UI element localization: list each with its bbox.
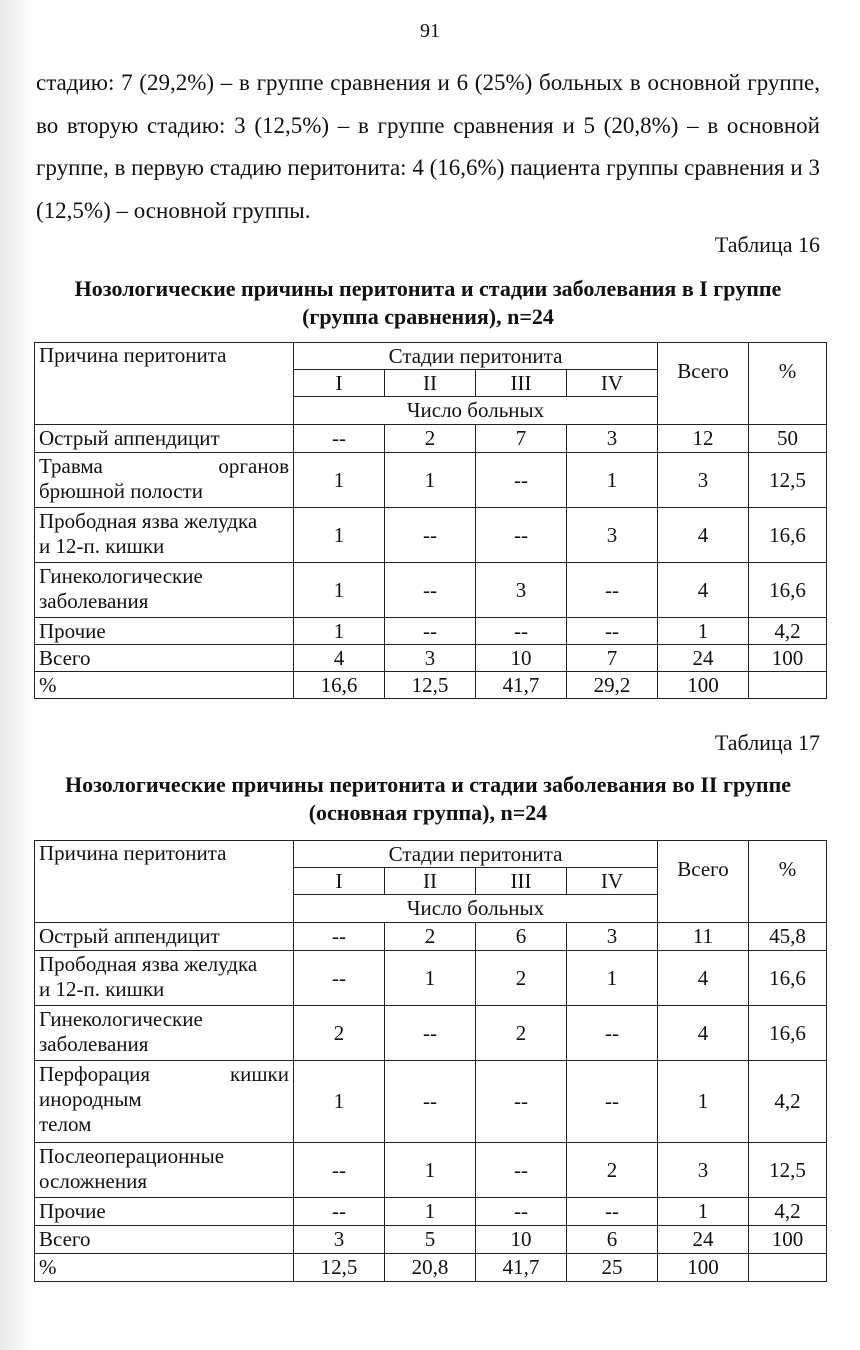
table-cell: 16,6 [749, 508, 827, 563]
table-cell: 41,7 [476, 672, 567, 699]
table-cell: -- [385, 508, 476, 563]
row-cause-line: Послеоперационные [39, 1144, 225, 1168]
table-cell: 2 [385, 425, 476, 453]
table16-stage-label: III [476, 370, 567, 397]
table-row [35, 618, 827, 645]
table17-stage-label: II [385, 868, 476, 895]
table-cell: -- [476, 1198, 567, 1226]
table-cell: -- [476, 1143, 567, 1198]
table17-header-patients: Число больных [294, 895, 658, 923]
table17-stage-label: IV [567, 868, 658, 895]
table-cell: 7 [567, 645, 658, 672]
row-cause [35, 1143, 294, 1198]
table-cell: 4 [658, 508, 749, 563]
table-row [35, 563, 827, 618]
table-cell: 16,6 [749, 951, 827, 1006]
table-cell: 12,5 [749, 1143, 827, 1198]
table-cell: -- [294, 923, 385, 951]
table-cell: -- [294, 1143, 385, 1198]
row-cause: % [35, 1254, 294, 1282]
row-cause [35, 1006, 294, 1061]
table-row [35, 453, 827, 508]
table17-header-stages: Стадии перитонита [294, 841, 658, 868]
row-cause: Острый аппендицит [35, 923, 294, 951]
table-cell: -- [567, 563, 658, 618]
table-cell: 3 [385, 645, 476, 672]
table-cell: -- [476, 508, 567, 563]
table16-header-total: Всего [658, 343, 749, 425]
table17 [34, 840, 827, 1282]
table-cell: 10 [476, 1226, 567, 1254]
table-cell: 1 [385, 951, 476, 1006]
row-cause-line: Гинекологические [39, 564, 203, 588]
table-cell: 1 [294, 563, 385, 618]
table17-header-percent: % [749, 841, 827, 923]
table-cell: 1 [294, 618, 385, 645]
table-cell: -- [385, 618, 476, 645]
table-cell: 12,5 [385, 672, 476, 699]
table-cell: 3 [658, 1143, 749, 1198]
table-cell: 1 [294, 453, 385, 508]
table-cell [749, 1254, 827, 1282]
table-cell: 4 [658, 951, 749, 1006]
table-cell: -- [567, 1061, 658, 1143]
table-row [35, 425, 827, 453]
table-cell: 3 [476, 563, 567, 618]
table-cell: 10 [476, 645, 567, 672]
row-cause [35, 453, 294, 508]
table-percent-row [35, 1254, 827, 1282]
table17-header-row [35, 841, 827, 868]
table-row [35, 1061, 827, 1143]
table-cell: 3 [658, 453, 749, 508]
row-cause-line: заболевания [39, 589, 149, 613]
table17-title-line1: Нозологические причины перитонита и стадии заболевания во II группе [64, 772, 792, 797]
row-cause-line: и 12-п. кишки [39, 977, 165, 1001]
table-row [35, 508, 827, 563]
table-cell: 6 [476, 923, 567, 951]
row-cause-line: телом [39, 1112, 92, 1136]
table16-stage-label: IV [567, 370, 658, 397]
scan-shadow-edge [0, 0, 34, 1350]
table17-caption: Таблица 17 [714, 730, 820, 755]
table-cell: -- [476, 453, 567, 508]
table17-stage-label: I [294, 868, 385, 895]
table-percent-row [35, 672, 827, 699]
row-cause: Острый аппендицит [35, 425, 294, 453]
table-cell: 24 [658, 645, 749, 672]
row-cause: Прочие [35, 1198, 294, 1226]
table-row [35, 1006, 827, 1061]
table-cell: 1 [385, 453, 476, 508]
row-cause: % [35, 672, 294, 699]
table16-title-line1: Нозологические причины перитонита и стадии заболевания в I группе [74, 276, 782, 301]
table-cell: 1 [385, 1143, 476, 1198]
table-cell: -- [476, 1061, 567, 1143]
page-number: 91 [420, 20, 440, 42]
table-cell: 1 [658, 618, 749, 645]
table-cell: -- [385, 1061, 476, 1143]
table-cell: 2 [476, 951, 567, 1006]
table-cell: 25 [567, 1254, 658, 1282]
row-cause [35, 951, 294, 1006]
table16-header-stages: Стадии перитонита [294, 343, 658, 370]
table-cell: -- [476, 618, 567, 645]
table-cell: 3 [567, 508, 658, 563]
row-cause-word: кишки [229, 1062, 289, 1086]
table-cell: -- [567, 1198, 658, 1226]
table-cell: 12 [658, 425, 749, 453]
table16-header-percent: % [749, 343, 827, 425]
row-cause [35, 508, 294, 563]
table16-title-line2: (группа сравнения), n=24 [302, 304, 554, 329]
table16-header-patients: Число больных [294, 397, 658, 425]
table-cell: -- [385, 563, 476, 618]
table16-title [36, 275, 820, 331]
table-cell: 11 [658, 923, 749, 951]
row-cause-line: и 12-п. кишки [39, 534, 165, 558]
table17-title-line2: (основная группа), n=24 [308, 800, 548, 825]
row-cause: Прочие [35, 618, 294, 645]
table-cell: 2 [385, 923, 476, 951]
table16 [34, 342, 827, 699]
table-row [35, 1198, 827, 1226]
row-cause: Всего [35, 1226, 294, 1254]
table-cell: 7 [476, 425, 567, 453]
table-cell: -- [567, 1006, 658, 1061]
table-cell: 12,5 [749, 453, 827, 508]
row-cause: Всего [35, 645, 294, 672]
table-cell: 24 [658, 1226, 749, 1254]
table17-header-total: Всего [658, 841, 749, 923]
table-cell: 1 [294, 508, 385, 563]
table-cell: -- [294, 951, 385, 1006]
row-cause [35, 563, 294, 618]
row-cause-line: инородным [39, 1087, 142, 1111]
table-cell: 4,2 [749, 1198, 827, 1226]
table-cell: 16,6 [749, 563, 827, 618]
table-cell: 4 [294, 645, 385, 672]
table17-stage-label: III [476, 868, 567, 895]
table16-stage-label: I [294, 370, 385, 397]
table-cell: 2 [294, 1006, 385, 1061]
table-row [35, 1143, 827, 1198]
table-cell: 1 [294, 1061, 385, 1143]
table-cell: 100 [658, 672, 749, 699]
table-cell: -- [385, 1006, 476, 1061]
table-cell: 100 [658, 1254, 749, 1282]
table17-title [36, 771, 820, 827]
table-cell: 5 [385, 1226, 476, 1254]
table16-header-cause: Причина перитонита [35, 343, 294, 425]
table16-stage-label: II [385, 370, 476, 397]
table-cell: 50 [749, 425, 827, 453]
table-cell: 41,7 [476, 1254, 567, 1282]
table-cell: 2 [476, 1006, 567, 1061]
table-cell: 4 [658, 1006, 749, 1061]
table-total-row [35, 645, 827, 672]
table-cell: 1 [658, 1198, 749, 1226]
table-cell: 100 [749, 1226, 827, 1254]
table-cell: 45,8 [749, 923, 827, 951]
row-cause-line: Прободная язва желудка [39, 509, 258, 533]
table-row [35, 951, 827, 1006]
table17-header-cause: Причина перитонита [35, 841, 294, 923]
table-cell: 12,5 [294, 1254, 385, 1282]
table-cell: 1 [567, 453, 658, 508]
row-cause-word: органов [218, 454, 289, 478]
table-cell: 4 [658, 563, 749, 618]
table-cell: 29,2 [567, 672, 658, 699]
table-cell: 16,6 [294, 672, 385, 699]
table-cell: 1 [385, 1198, 476, 1226]
table-cell: 4,2 [749, 1061, 827, 1143]
table-cell: 3 [567, 923, 658, 951]
table-cell: 3 [294, 1226, 385, 1254]
row-cause [35, 1061, 294, 1143]
table-row [35, 923, 827, 951]
body-paragraph: стадию: 7 (29,2%) – в группе сравнения и 6 (25%) больных в основной группе, во вторую стадию: 3 (12,5%) – в группе сравнения и 5 (20,8%) – в основной группе, в первую стадию перитонита: 4 (16,6%) пациента группы сравнения и 3 (12,5%) – основной группы. [36, 70, 820, 223]
row-cause-word: Травма [39, 454, 103, 478]
table-total-row [35, 1226, 827, 1254]
table-cell: 3 [567, 425, 658, 453]
table-cell [749, 672, 827, 699]
table-cell: 4,2 [749, 618, 827, 645]
table-cell: -- [567, 618, 658, 645]
row-cause-word: Перфорация [39, 1062, 151, 1086]
row-cause-line: брюшной полости [39, 479, 203, 503]
row-cause-line: Гинекологические [39, 1007, 203, 1031]
row-cause-line: заболевания [39, 1032, 149, 1056]
table-cell: 100 [749, 645, 827, 672]
table-cell: 6 [567, 1226, 658, 1254]
table16-caption: Таблица 16 [714, 232, 820, 257]
table-cell: 1 [567, 951, 658, 1006]
row-cause-line: Прободная язва желудка [39, 952, 258, 976]
table-cell: 1 [658, 1061, 749, 1143]
row-cause-line: осложнения [39, 1169, 148, 1193]
table16-header-row [35, 343, 827, 370]
table-cell: 16,6 [749, 1006, 827, 1061]
table-cell: -- [294, 1198, 385, 1226]
table-cell: 2 [567, 1143, 658, 1198]
table-cell: 20,8 [385, 1254, 476, 1282]
table-cell: -- [294, 425, 385, 453]
